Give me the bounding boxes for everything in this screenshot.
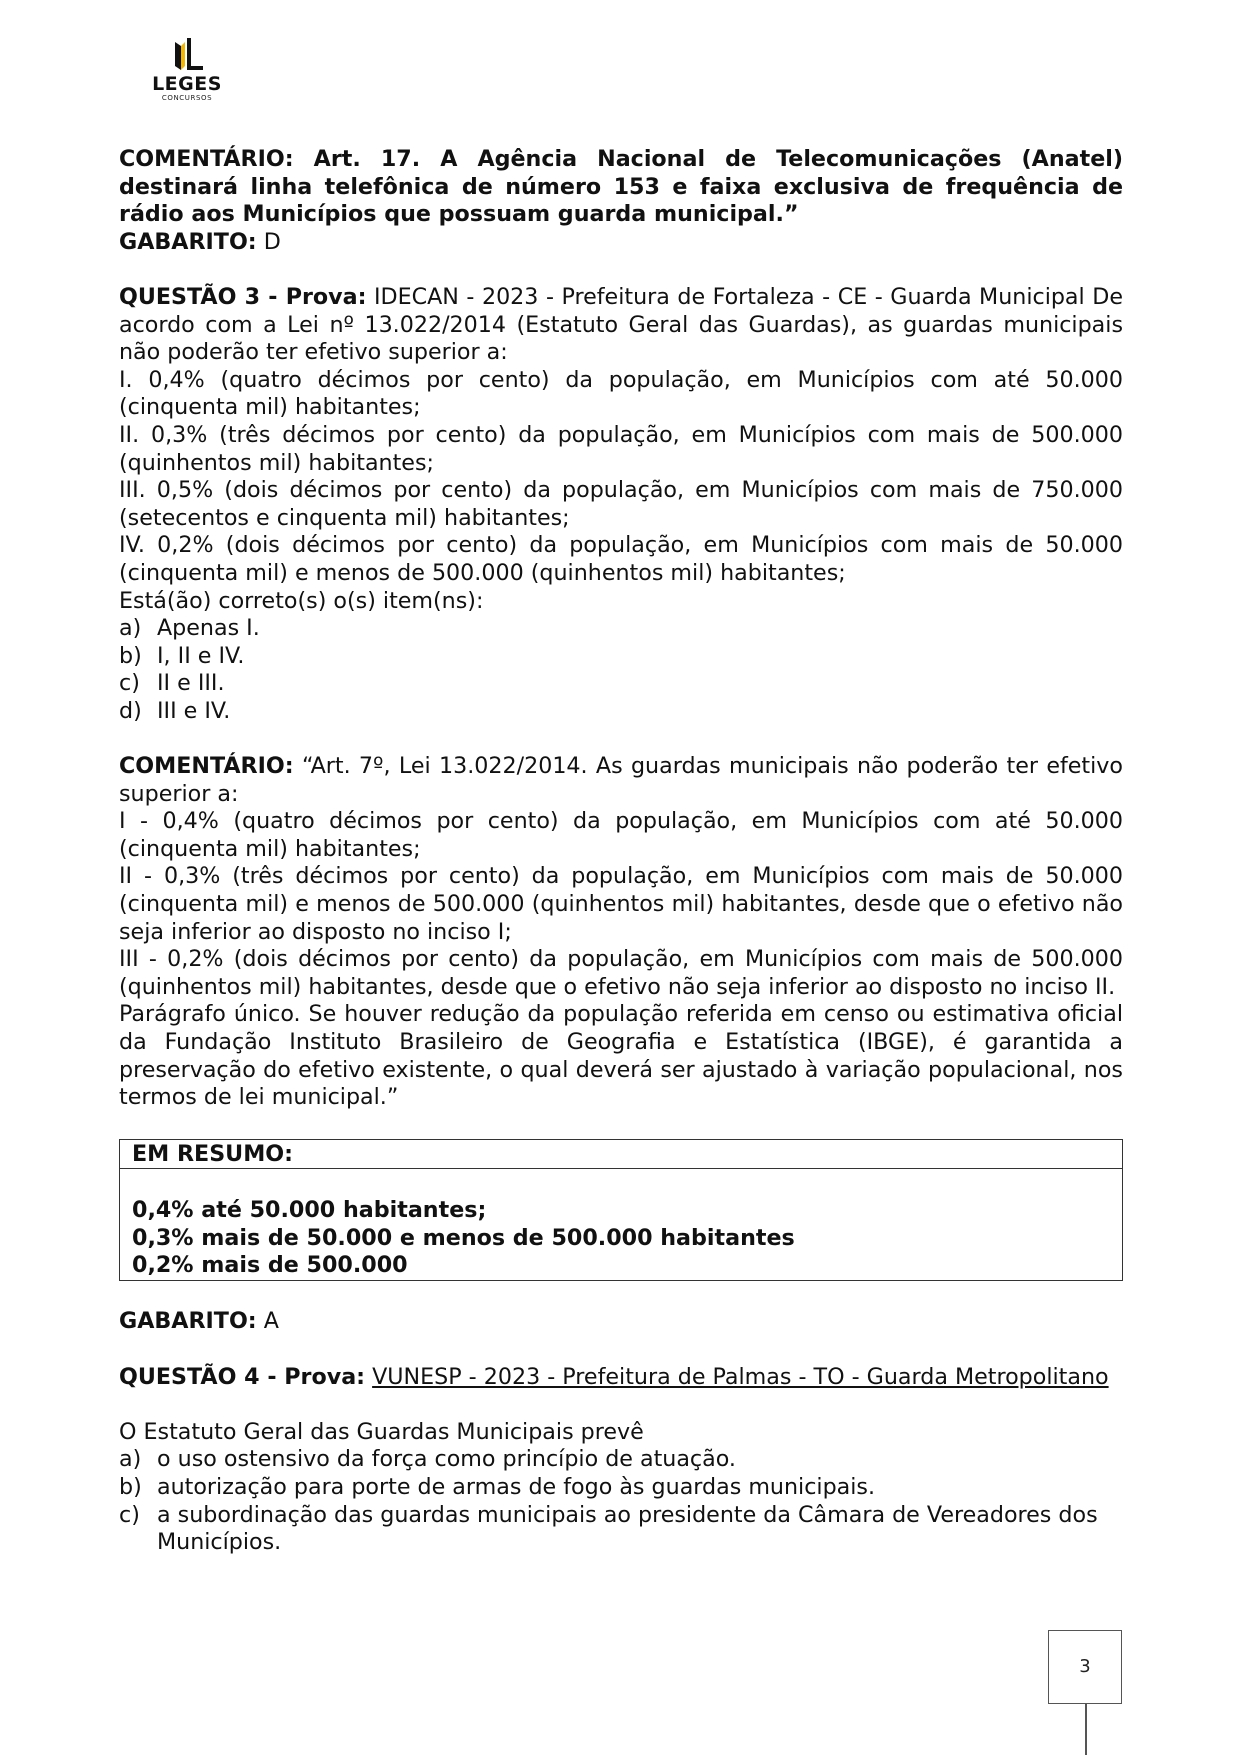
answer-2-value: A xyxy=(263,1308,279,1335)
question-3-source: IDECAN - 2023 - Prefeitura de Fortaleza - CE - Guarda Municipal xyxy=(373,283,1085,310)
commentary-2-intro-text: “Art. 7º, Lei 13.022/2014. As guardas municipais não poderão ter efetivo superior a: xyxy=(119,753,1123,807)
page-content xyxy=(119,146,1123,1557)
question-3-label: QUESTÃO 3 - Prova: xyxy=(119,283,367,310)
option-text: o uso ostensivo da força como princípio de atuação. xyxy=(157,1446,736,1473)
question-4-option-c xyxy=(119,1502,1123,1557)
question-3-statement: De acordo com a Lei nº 13.022/2014 (Estatuto Geral das Guardas), as guardas municipais não poderão ter efetivo superior a: xyxy=(119,283,1123,366)
question-3-option-d xyxy=(119,698,1123,726)
leges-logo-icon xyxy=(167,36,207,74)
commentary-2-item: III - 0,2% (dois décimos por cento) da população, em Municípios com mais de 500.000 (quinhentos mil) habitantes, desde que o efetivo não seja inferior ao disposto no inciso II. xyxy=(119,946,1123,1000)
summary-line: 0,4% até 50.000 habitantes; xyxy=(132,1196,487,1223)
question-3-option-b xyxy=(119,643,1123,671)
option-letter: d) xyxy=(119,697,142,724)
question-3-option-c xyxy=(119,670,1123,698)
commentary-2-label: COMENTÁRIO: xyxy=(119,753,294,780)
commentary-2-item: II - 0,3% (três décimos por cento) da população, em Municípios com mais de 50.000 (cinquenta mil) e menos de 500.000 (quinhentos mil) habitantes, desde que o efetivo não seja inferior ao disposto no inciso I; xyxy=(119,863,1123,945)
option-letter: c) xyxy=(119,1501,140,1528)
option-text: autorização para porte de armas de fogo às guardas municipais. xyxy=(157,1473,876,1500)
question-3-prompt: Está(ão) correto(s) o(s) item(ns): xyxy=(119,587,484,614)
option-letter: b) xyxy=(119,642,142,669)
answer-1-value: D xyxy=(263,228,281,255)
option-letter: a) xyxy=(119,615,142,642)
answer-1-label: GABARITO: xyxy=(119,228,257,255)
summary-body xyxy=(120,1169,1122,1279)
answer-1 xyxy=(119,229,1123,257)
logo-subtitle: CONCURSOS xyxy=(161,94,213,102)
question-3-item: III. 0,5% (dois décimos por cento) da população, em Municípios com mais de 750.000 (setecentos e cinquenta mil) habitantes; xyxy=(119,477,1123,531)
option-text: a subordinação das guardas municipais ao presidente da Câmara de Vereadores dos Municípios. xyxy=(157,1501,1098,1556)
leges-logo xyxy=(146,36,228,112)
option-text: II e III. xyxy=(157,670,225,697)
question-3-header xyxy=(119,284,1123,367)
summary-box xyxy=(119,1139,1123,1280)
commentary-1-label: COMENTÁRIO: xyxy=(119,146,294,172)
question-4-option-a xyxy=(119,1446,1123,1474)
question-4-option-b xyxy=(119,1474,1123,1502)
option-letter: a) xyxy=(119,1446,142,1473)
logo-name: LEGES xyxy=(152,73,222,95)
summary-line: 0,2% mais de 500.000 xyxy=(132,1252,408,1279)
option-letter: c) xyxy=(119,670,140,697)
option-text: I, II e IV. xyxy=(157,642,245,669)
answer-2-label: GABARITO: xyxy=(119,1308,257,1335)
option-letter: b) xyxy=(119,1473,142,1500)
commentary-1-text: Art. 17. A Agência Nacional de Telecomunicações (Anatel) destinará linha telefônica de número 153 e faixa exclusiva de frequência de rádio aos Municípios que possuam guarda municipal.” xyxy=(119,146,1123,228)
question-4-header xyxy=(119,1364,1123,1392)
question-4-statement: O Estatuto Geral das Guardas Municipais prevê xyxy=(119,1418,644,1445)
question-3-item: I. 0,4% (quatro décimos por cento) da população, em Municípios com até 50.000 (cinquenta mil) habitantes; xyxy=(119,366,1123,421)
question-4-label: QUESTÃO 4 - Prova: xyxy=(119,1363,366,1390)
page-number: 3 xyxy=(1048,1630,1122,1704)
question-3-option-a xyxy=(119,615,1123,643)
commentary-2-intro xyxy=(119,753,1123,808)
commentary-1 xyxy=(119,146,1123,229)
option-text: III e IV. xyxy=(157,697,231,724)
commentary-2-item: I - 0,4% (quatro décimos por cento) da população, em Municípios com até 50.000 (cinquenta mil) habitantes; xyxy=(119,808,1123,862)
question-3-item: IV. 0,2% (dois décimos por cento) da população, em Municípios com mais de 50.000 (cinquenta mil) e menos de 500.000 (quinhentos mil) habitantes; xyxy=(119,532,1123,586)
question-3-item: II. 0,3% (três décimos por cento) da população, em Municípios com mais de 500.000 (quinhentos mil) habitantes; xyxy=(119,421,1123,476)
question-4-source-link[interactable]: VUNESP - 2023 - Prefeitura de Palmas - TO - Guarda Metropolitano xyxy=(372,1363,1109,1390)
answer-2 xyxy=(119,1308,1123,1336)
option-text: Apenas I. xyxy=(157,615,260,642)
commentary-2-paragraph: Parágrafo único. Se houver redução da população referida em censo ou estimativa oficial da Fundação Instituto Brasileiro de Geografia e Estatística (IBGE), é garantida a preservação do efetivo existente, o qual deverá ser ajustado à variação populacional, nos termos de lei municipal.” xyxy=(119,1001,1123,1111)
page-number-line xyxy=(1085,1704,1087,1755)
summary-line: 0,3% mais de 50.000 e menos de 500.000 habitantes xyxy=(132,1224,795,1251)
summary-title: EM RESUMO: xyxy=(120,1140,1122,1169)
